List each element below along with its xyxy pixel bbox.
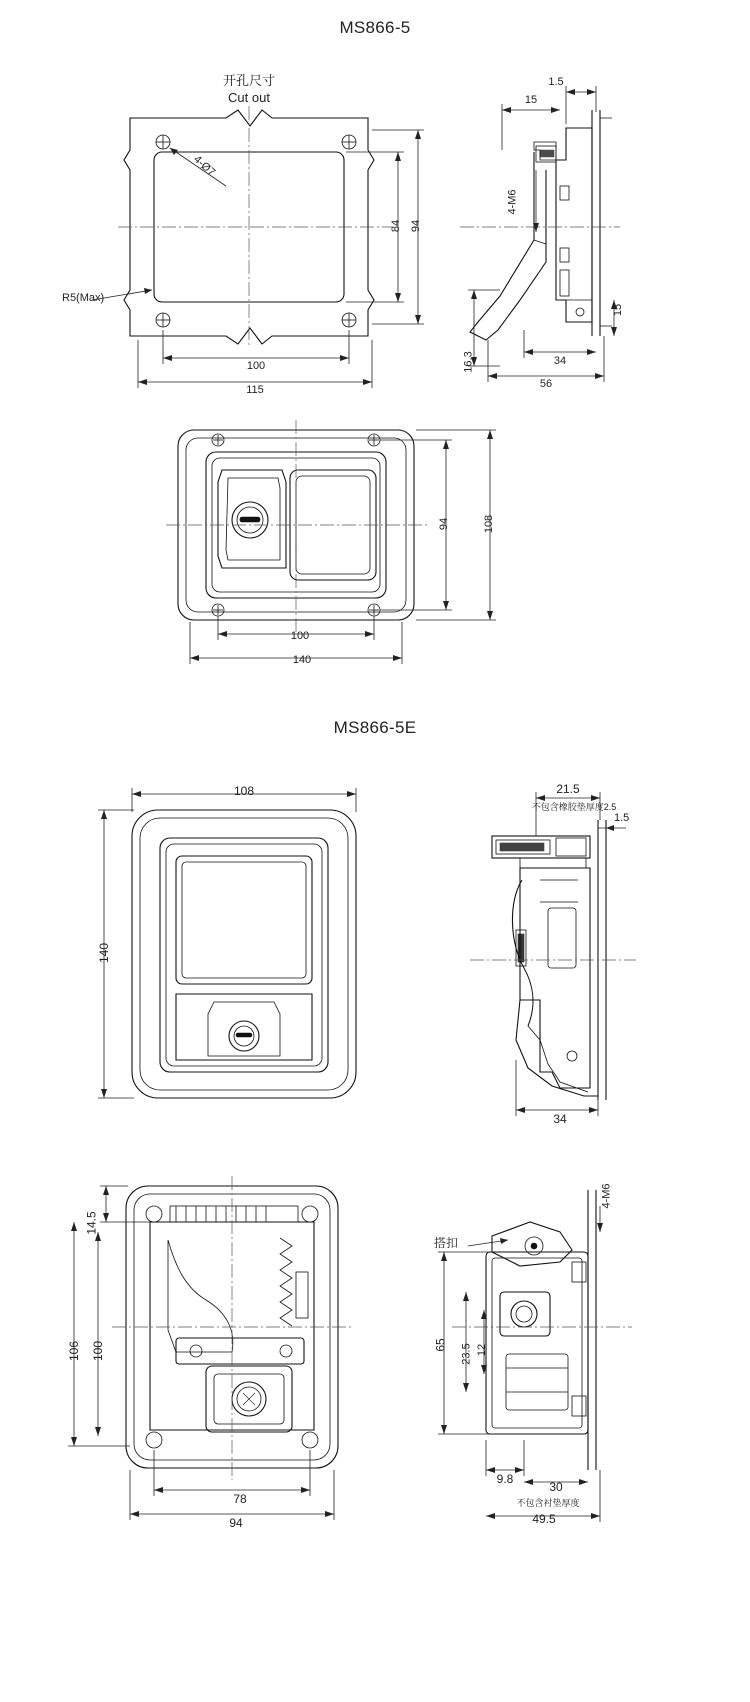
dim-100-cutout: 100 bbox=[246, 360, 266, 372]
side-note-rubber: 不包含橡胶垫厚度2.5 bbox=[531, 802, 617, 812]
dim-15-top: 15 bbox=[524, 94, 538, 106]
dim-4-m6-side: 4-M6 bbox=[506, 189, 519, 215]
dim-84: 84 bbox=[390, 219, 403, 233]
dim-56-side: 56 bbox=[539, 378, 553, 390]
dim-140-5e: 140 bbox=[97, 942, 112, 964]
dim-34-5e: 34 bbox=[553, 1112, 567, 1126]
dim-94: 94 bbox=[410, 219, 423, 233]
dim-108-front: 108 bbox=[483, 514, 496, 534]
cutout-label-en: Cut out bbox=[228, 90, 270, 105]
dim-49p5: 49.5 bbox=[532, 1512, 556, 1526]
dim-100-front: 100 bbox=[290, 630, 310, 642]
cutout-label-cn: 开孔尺寸 bbox=[222, 73, 276, 88]
dim-115-cutout: 115 bbox=[246, 384, 264, 396]
dim-1p5-side: 1.5 bbox=[548, 76, 564, 88]
section-title-ms866-5e: MS866-5E bbox=[333, 718, 417, 737]
dim-14p5: 14.5 bbox=[84, 1211, 99, 1235]
section-note-liner: 不包含衬垫厚度 bbox=[516, 1498, 580, 1508]
dim-140-front: 140 bbox=[292, 654, 312, 666]
dim-34-side: 34 bbox=[553, 355, 567, 367]
cutout-hole-note: 4-Ø7 bbox=[191, 153, 218, 179]
cutout-radius-note: R5(Max) bbox=[62, 292, 105, 304]
dim-106: 106 bbox=[67, 1340, 82, 1362]
dim-23p5: 23.5 bbox=[460, 1343, 473, 1365]
section-title-ms866-5: MS866-5 bbox=[339, 18, 411, 37]
dim-94-front: 94 bbox=[438, 517, 451, 531]
dim-100-rear: 100 bbox=[91, 1340, 106, 1362]
dim-12: 12 bbox=[476, 1343, 489, 1357]
dim-4-m6-5e: 4-M6 bbox=[600, 1183, 613, 1209]
dim-1p5-5e: 1.5 bbox=[614, 812, 630, 824]
dim-9p8: 9.8 bbox=[496, 1472, 514, 1486]
dim-94-rear: 94 bbox=[229, 1516, 243, 1530]
dim-108-5e: 108 bbox=[233, 784, 255, 798]
dim-15-bottom: 15 bbox=[612, 303, 625, 317]
dim-16p3: 16.3 bbox=[462, 351, 475, 373]
section-label-buckle: 搭扣 bbox=[434, 1236, 459, 1250]
dim-65: 65 bbox=[433, 1338, 448, 1352]
dim-78: 78 bbox=[233, 1492, 247, 1506]
dim-30: 30 bbox=[549, 1480, 563, 1494]
dim-21p5: 21.5 bbox=[556, 782, 580, 796]
